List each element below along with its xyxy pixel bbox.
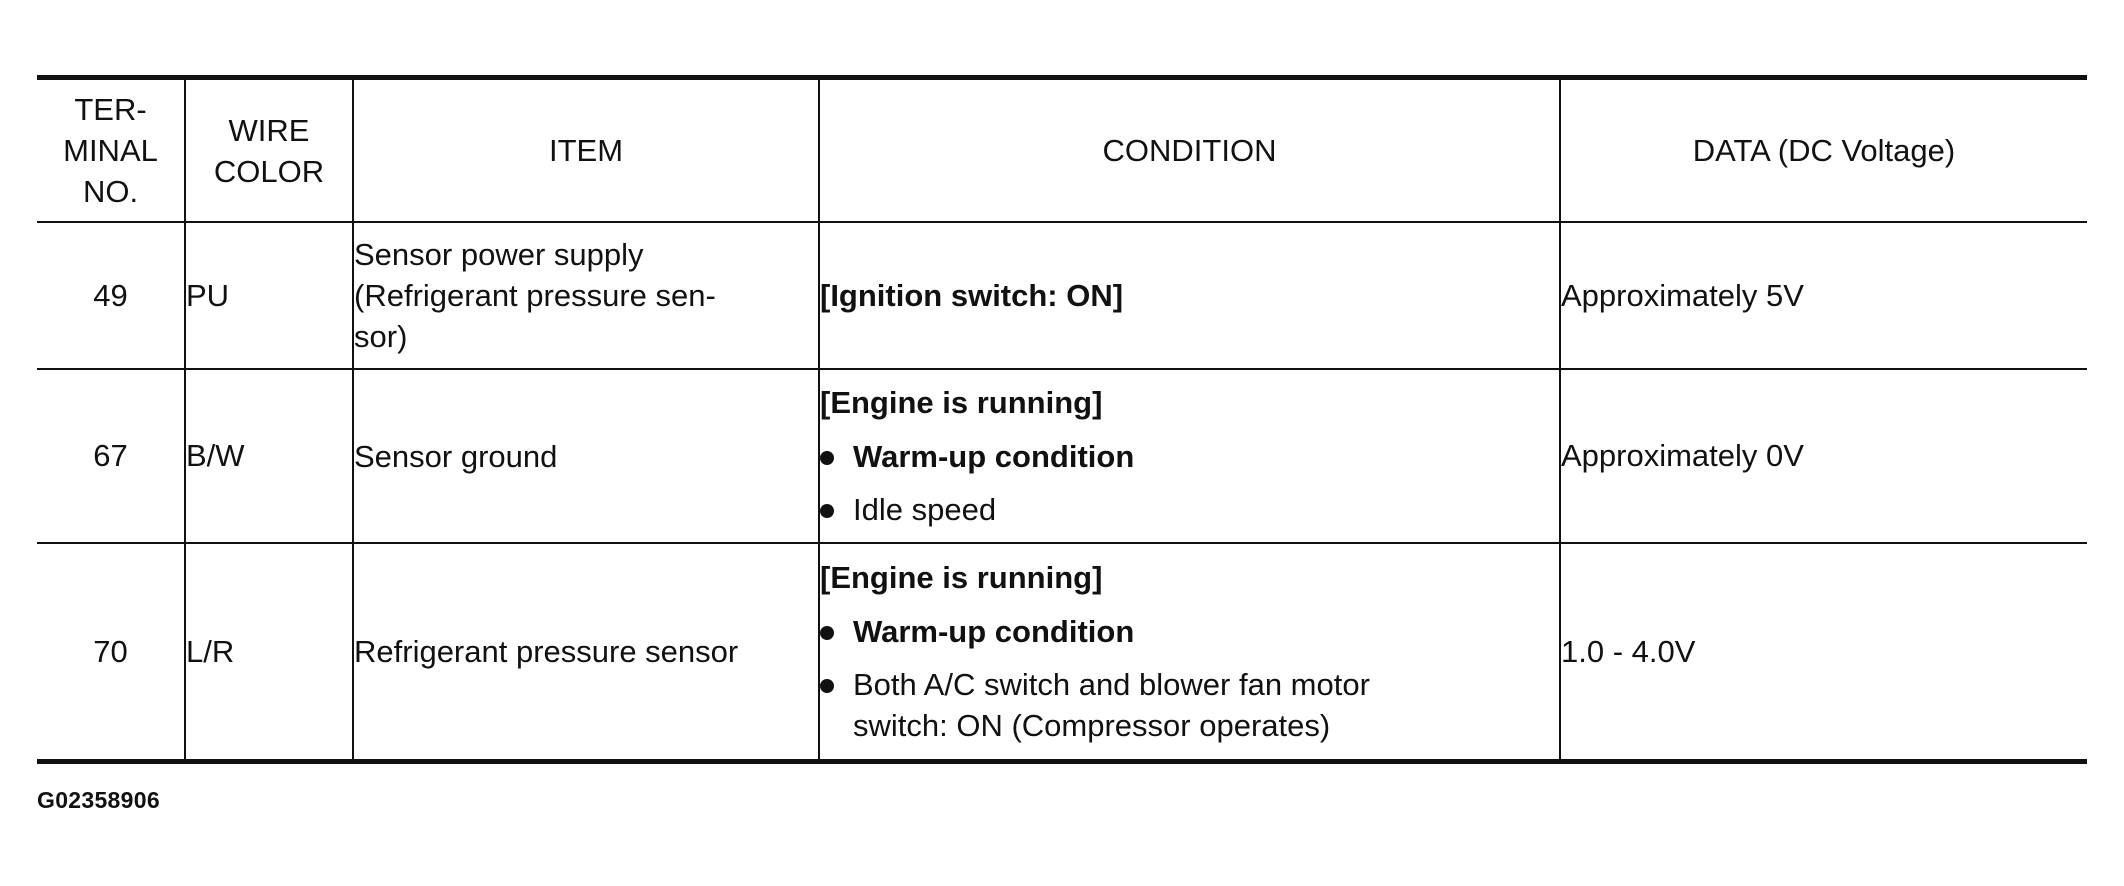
header-condition: CONDITION	[819, 78, 1560, 223]
table-row	[37, 222, 2087, 369]
bullet-dot-icon	[820, 679, 834, 693]
condition-bullet-text: Warm-up condition	[853, 614, 1135, 649]
item-line: Sensor ground	[354, 438, 558, 474]
wire-color: PU	[185, 222, 353, 369]
condition-bullet	[820, 483, 1559, 536]
condition-heading: [Ignition switch: ON]	[820, 277, 1124, 313]
header-wire-color	[185, 78, 353, 223]
item-line: (Refrigerant pressure sen-	[354, 278, 716, 313]
header-data: DATA (DC Voltage)	[1560, 78, 2087, 223]
condition-bullet-line: switch: ON (Compressor operates)	[853, 708, 1331, 743]
terminal-number: 70	[37, 543, 185, 762]
terminal-reference-table	[37, 75, 2087, 764]
header-terminal-no	[37, 78, 185, 223]
condition-cell	[819, 222, 1560, 369]
data-value: Approximately 5V	[1560, 222, 2087, 369]
condition-bullet-text: Idle speed	[853, 492, 997, 527]
wire-color: L/R	[185, 543, 353, 762]
terminal-number: 67	[37, 369, 185, 543]
condition-bullet	[820, 430, 1559, 483]
figure-code: G02358906	[37, 787, 160, 813]
condition-cell	[819, 543, 1560, 762]
data-value: 1.0 - 4.0V	[1560, 543, 2087, 762]
condition-bullet	[820, 605, 1559, 658]
condition-heading: [Engine is running]	[820, 560, 1103, 595]
item-line: Refrigerant pressure sensor	[354, 634, 739, 669]
terminal-reference-table-container	[37, 75, 2087, 764]
item-line: sor)	[354, 319, 408, 354]
condition-cell	[819, 369, 1560, 543]
condition-bullet-line: Both A/C switch and blower fan motor	[853, 667, 1370, 702]
bullet-dot-icon	[820, 451, 834, 465]
item-cell	[353, 222, 819, 369]
item-cell	[353, 543, 819, 762]
condition-bullet-text: Warm-up condition	[853, 439, 1135, 474]
condition-bullet	[820, 658, 1559, 752]
item-line: Sensor power supply	[354, 237, 644, 272]
header-item: ITEM	[353, 78, 819, 223]
table-row	[37, 543, 2087, 762]
bullet-dot-icon	[820, 504, 834, 518]
table-header-row	[37, 78, 2087, 223]
condition-heading: [Engine is running]	[820, 385, 1103, 420]
header-terminal-line-1: TER-	[74, 92, 147, 127]
data-value: Approximately 0V	[1560, 369, 2087, 543]
wire-color: B/W	[185, 369, 353, 543]
header-wire-color-line-1: WIRE	[228, 112, 310, 148]
terminal-number: 49	[37, 222, 185, 369]
header-terminal-line-2: MINAL	[63, 133, 158, 168]
header-terminal-line-3: NO.	[82, 174, 139, 209]
condition-bullet-text	[853, 664, 1370, 746]
item-cell	[353, 369, 819, 543]
table-row	[37, 369, 2087, 543]
bullet-dot-icon	[820, 626, 834, 640]
header-wire-color-line-2: COLOR	[213, 153, 325, 189]
